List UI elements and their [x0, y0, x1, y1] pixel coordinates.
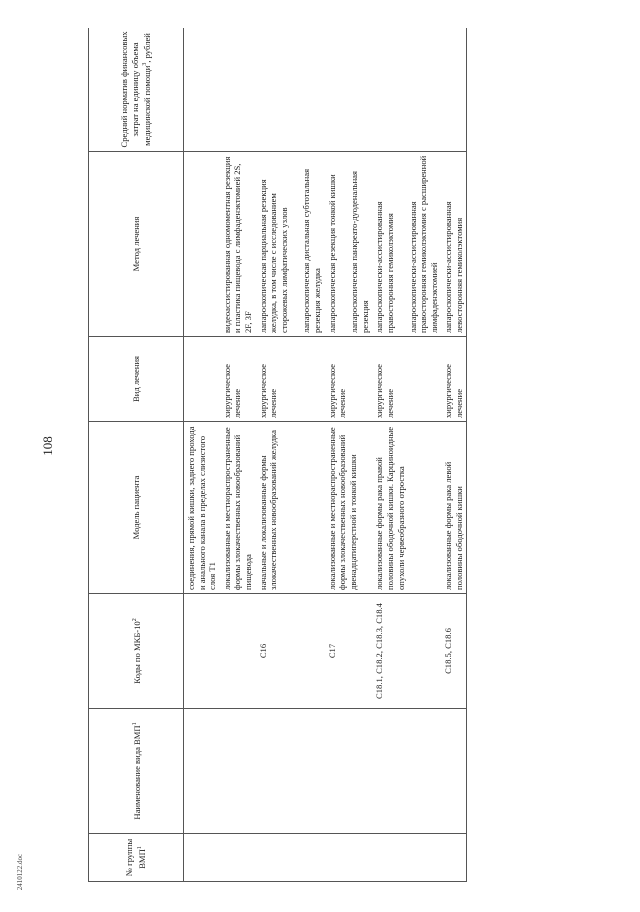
- cell-vmp-name: [220, 709, 256, 834]
- cell-treatment-method: [325, 152, 373, 337]
- cell-patient-model: локализованные формы рака правой половины ободочной кишки. Карциноидные опухоли червеобразного отростка: [372, 422, 441, 594]
- cell-patient-model: начальные и локализованные формы злокачественных новообразований желудка: [256, 422, 325, 594]
- table-row: [256, 28, 325, 882]
- cell-group-number: [372, 834, 441, 882]
- column-header-treatment-type: Вид лечения: [89, 337, 184, 422]
- column-header-avg-cost: Средний норматив финансовых затрат на единицу объема медицинской помощи$^3$, рублей: [89, 28, 184, 152]
- cell-patient-model: локализованные и местнораспространенные формы злокачественных новообразований двенадцатиперстной и тонкой кишки: [325, 422, 373, 594]
- cell-avg-cost: [325, 28, 373, 152]
- cell-treatment-type: хирургическое лечение: [325, 337, 373, 422]
- cell-treatment-type: хирургическое лечение: [220, 337, 256, 422]
- rotated-table-sheet: [88, 28, 612, 882]
- cell-vmp-name: [256, 709, 325, 834]
- cell-icd-code: [220, 594, 256, 709]
- cell-treatment-method: [184, 152, 220, 337]
- cell-treatment-type: хирургическое лечение: [441, 337, 467, 422]
- column-header-group-number: № группы ВМП$^1$: [89, 834, 184, 882]
- cell-avg-cost: [256, 28, 325, 152]
- treatment-method-item: лапароскопически-ассистированная левосторонняя гемиколэктомия: [443, 201, 464, 333]
- treatment-method-item: видеоассистированная одномоментная резекция и пластика пищевода с лимфаденэктомией 2S, 2F, 3F: [221, 156, 253, 333]
- cell-vmp-name: [184, 709, 220, 834]
- table-row: [441, 28, 467, 882]
- cell-treatment-method: [220, 152, 256, 337]
- treatment-method-item: лапароскопически-ассистированная правосторонняя гемиколэктомия с расширенной лимфаденэктомией: [407, 155, 439, 333]
- column-header-vmp-name: Наименование вида ВМП$^1$: [89, 709, 184, 834]
- cell-group-number: [441, 834, 467, 882]
- treatment-method-item: лапароскопическая парциальная резекция желудка, в том числе с исследованием сторожевых лимфатических узлов: [257, 179, 289, 333]
- column-header-icd-codes: Коды по МКБ-$10^2$: [89, 594, 184, 709]
- cell-group-number: [220, 834, 256, 882]
- table-row: [325, 28, 373, 882]
- column-header-treatment-method: Метод лечения: [89, 152, 184, 337]
- cell-patient-model: локализованные формы рака левой половины ободочной кишки: [441, 422, 467, 594]
- treatment-method-item: лапароскопически-ассистированная правосторонняя гемиколэктомия: [374, 201, 395, 333]
- table-header-row: [89, 28, 184, 882]
- cell-avg-cost: [372, 28, 441, 152]
- cell-vmp-name: [372, 709, 441, 834]
- cell-treatment-type: [184, 337, 220, 422]
- vmp-table: [88, 28, 467, 882]
- cell-group-number: [184, 834, 220, 882]
- cell-treatment-method: [256, 152, 325, 337]
- cell-treatment-method: [372, 152, 441, 337]
- cell-icd-code: C16: [256, 594, 325, 709]
- cell-vmp-name: [325, 709, 373, 834]
- page-number: 108: [40, 436, 55, 456]
- treatment-method-item: лапароскопическая резекция тонкой кишки: [326, 174, 337, 333]
- treatment-method-item: лапароскопическая дистальная субтотальная резекция желудка: [301, 168, 322, 333]
- cell-icd-code: C18.5, C18.6: [441, 594, 467, 709]
- table-row: [372, 28, 441, 882]
- cell-avg-cost: [220, 28, 256, 152]
- cell-treatment-method: [441, 152, 467, 337]
- cell-treatment-type: хирургическое лечение: [372, 337, 441, 422]
- cell-patient-model: локализованные и местнораспространенные формы злокачественных новообразований пищевода: [220, 422, 256, 594]
- cell-group-number: [256, 834, 325, 882]
- cell-avg-cost: [441, 28, 467, 152]
- table-row: [184, 28, 220, 882]
- column-header-patient-model: Модель пациента: [89, 422, 184, 594]
- cell-icd-code: C18.1, C18.2, C18.3, C18.4: [372, 594, 441, 709]
- table-row: [220, 28, 256, 882]
- rotated-table-container: [88, 28, 612, 882]
- footer-document-code: 2410122.doc: [16, 853, 24, 891]
- cell-avg-cost: [184, 28, 220, 152]
- cell-group-number: [325, 834, 373, 882]
- cell-vmp-name: [441, 709, 467, 834]
- cell-icd-code: C17: [325, 594, 373, 709]
- cell-treatment-type: хирургическое лечение: [256, 337, 325, 422]
- cell-icd-code: [184, 594, 220, 709]
- cell-patient-model: соединения, прямой кишки, заднего прохода и анального канала в пределах слизистого слоя T1: [184, 422, 220, 594]
- treatment-method-item: лапароскопическая панкреато-дуоденальная резекция: [349, 171, 370, 333]
